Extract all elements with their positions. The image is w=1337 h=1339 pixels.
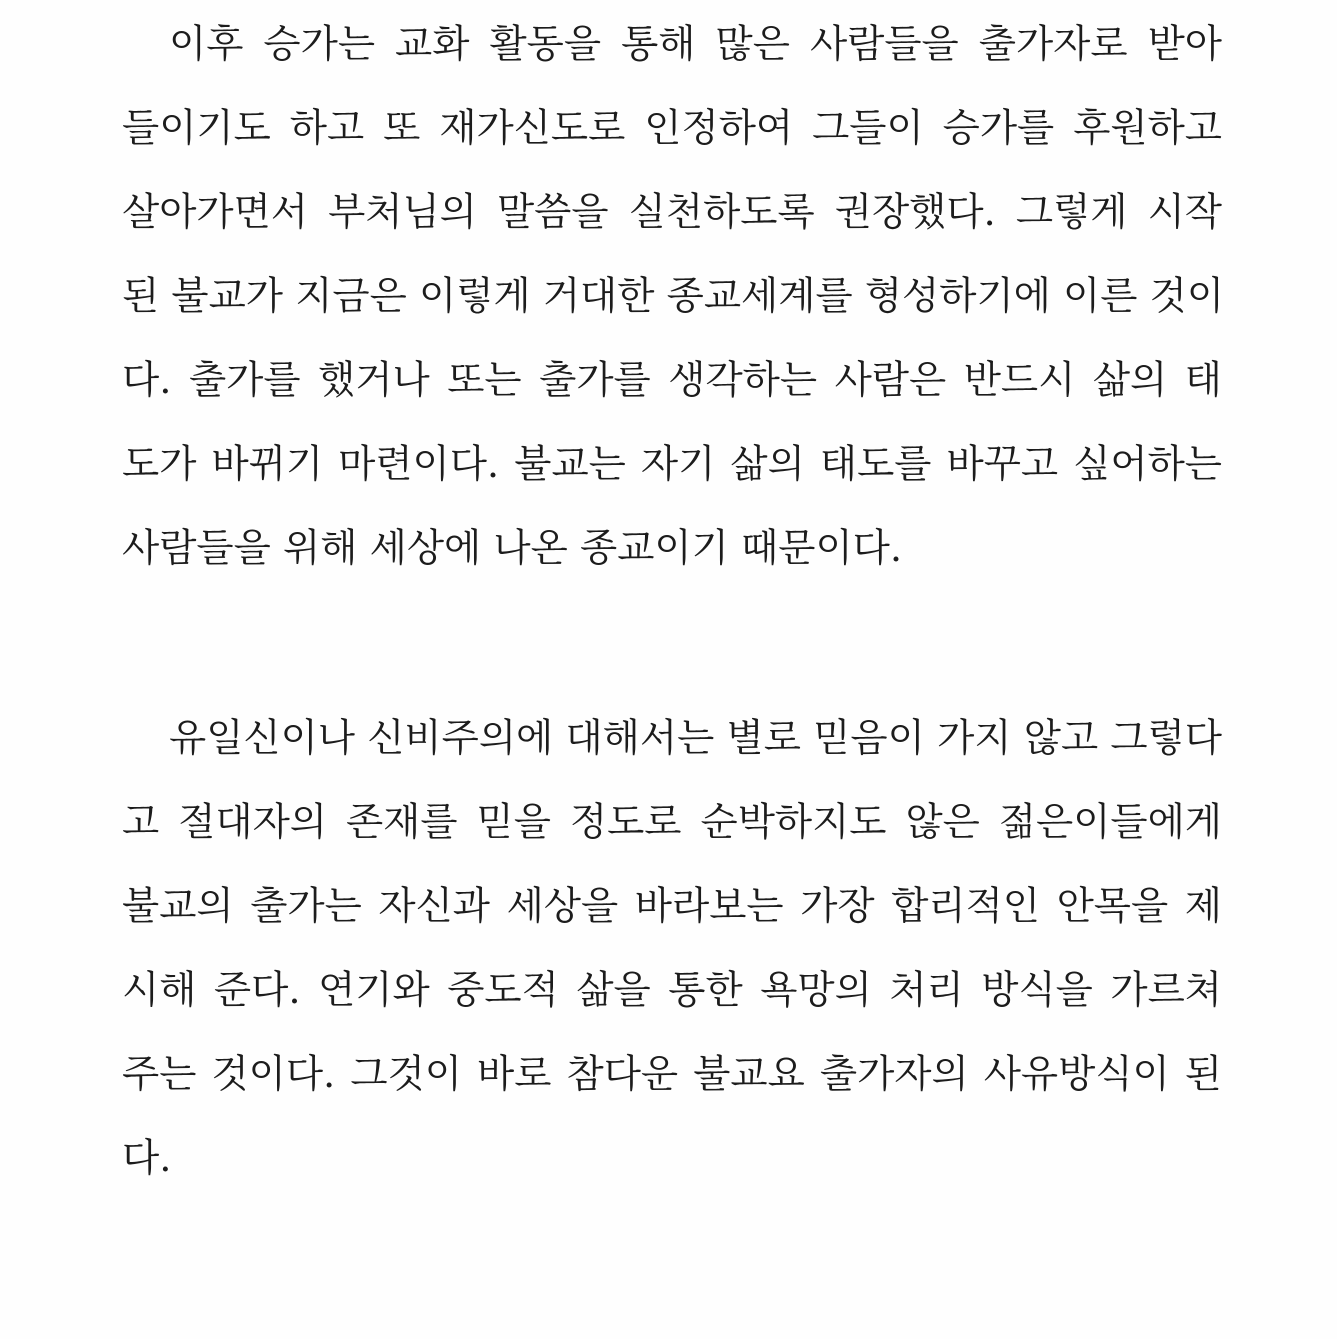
text-line: 사람들을 위해 세상에 나온 종교이기 때문이다. xyxy=(122,526,903,571)
text-line: 불교의 출가는 자신과 세상을 바라보는 가장 합리적인 안목을 제 xyxy=(122,884,1222,929)
text-line: 도가 바뀌기 마련이다. 불교는 자기 삶의 태도를 바꾸고 싶어하는 xyxy=(122,442,1222,487)
text-line: 주는 것이다. 그것이 바로 참다운 불교요 출가자의 사유방식이 된 xyxy=(122,1052,1222,1097)
text-line: 이후 승가는 교화 활동을 통해 많은 사람들을 출가자로 받아 xyxy=(169,22,1222,67)
text-line: 다. 출가를 했거나 또는 출가를 생각하는 사람은 반드시 삶의 태 xyxy=(122,358,1222,403)
text-line: 된 불교가 지금은 이렇게 거대한 종교세계를 형성하기에 이른 것이 xyxy=(122,274,1225,319)
text-line: 다. xyxy=(122,1136,172,1181)
text-line: 유일신이나 신비주의에 대해서는 별로 믿음이 가지 않고 그렇다 xyxy=(169,716,1222,761)
paragraph-1 xyxy=(122,14,1225,602)
text-line: 시해 준다. 연기와 중도적 삶을 통한 욕망의 처리 방식을 가르쳐 xyxy=(122,968,1222,1013)
text-line: 들이기도 하고 또 재가신도로 인정하여 그들이 승가를 후원하고 xyxy=(122,106,1222,151)
paragraph-2 xyxy=(122,708,1222,1212)
text-line: 고 절대자의 존재를 믿을 정도로 순박하지도 않은 젊은이들에게 xyxy=(122,800,1222,845)
text-line: 살아가면서 부처님의 말씀을 실천하도록 권장했다. 그렇게 시작 xyxy=(122,190,1222,235)
